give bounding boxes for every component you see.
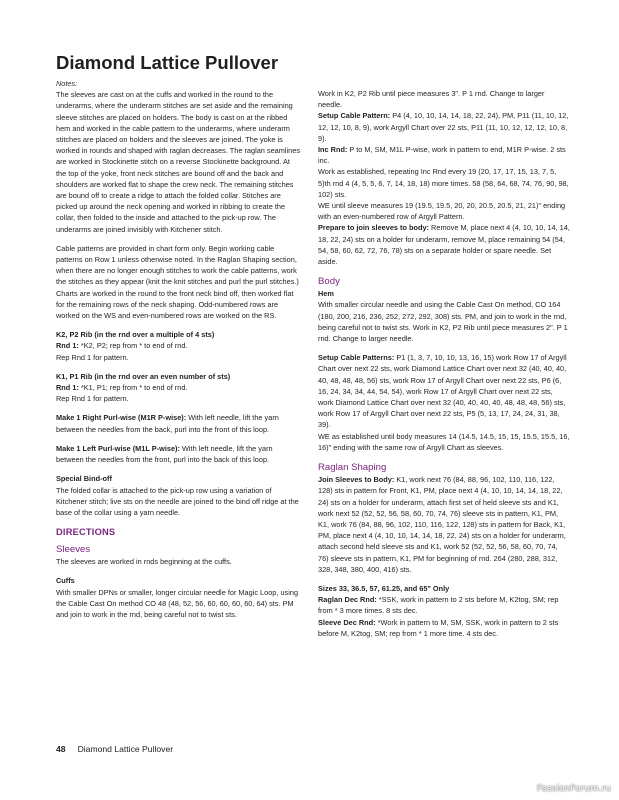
page-footer — [56, 744, 173, 754]
we-until: WE until sleeve measures 19 (19.5, 19.5, 20, 20, 20.5, 20.5, 21, 21)" ending with an even-numbered row of Argyll Pattern. — [318, 201, 566, 222]
k2p2-rep: Rep Rnd 1 for pattern. — [56, 352, 129, 362]
m1l-definition: Make 1 Left Purl-wise (M1L P-wise): With left needle, lift the yarn between the needles from the front, purl into the back of this loop. — [56, 443, 273, 465]
page-number: 48 — [56, 744, 66, 754]
bindoff-text: The folded collar is attached to the pick-up row using a variation of Kitchener stitch; live sts on the needle are joined to the bind off ridge at the base of the collar using a yarn needle. — [56, 485, 299, 517]
page-title: Diamond Lattice Pullover — [56, 52, 279, 73]
hem-heading: Hem — [318, 289, 334, 299]
sizes-heading: Sizes 33, 36.5, 57, 61.25, and 65" Only — [318, 583, 450, 593]
k1p1-rnd1: Rnd 1: *K1, P1; rep from * to end of rnd. — [56, 383, 188, 393]
k1p1-heading: K1, P1 Rib (in the rnd over an even number of sts) — [56, 371, 231, 381]
work-established: Work as established, repeating Inc Rnd every 19 (20, 17, 17, 15, 13, 7, 5, 5)th rnd 4 (4, 5, 5, 6, 7, 14, 18, 18) more times. 58 (58, 64, 68, 74, 76, 90, 98, 102) sts. — [318, 167, 569, 199]
notes-paragraph-1: The sleeves are cast on at the cuffs and worked in the round to the underarms, where the underarm stitches are set aside and the remaining sleeve stitches are placed on holders. The body is cast on at the ribbed hem and worked in the cable pattern to the underarms, where underarm stitches are placed on holders and the sleeves are joined. The yoke is worked in rounds and shaped with raglan decreases. The raglan seamlines are worked in Stockinette stitch on a reverse Stockinette background. At the top of the yoke, front neck stitches are bound off and the back and shoulders are worked flat to shape the crew neck. The remaining stitches are bound off to create a ridge to attach the folded collar. Stitches are picked up around the neck opening and worked in ribbing to create the collar, then folded to the inside and attached to the pick-up row. The underarms are joined invisibly with Kitchener stitch. — [56, 90, 300, 234]
setup-cable-patterns: Setup Cable Patterns: P1 (1, 3, 7, 10, 10, 13, 16, 15) work Row 17 of Argyll Chart over next 22 sts, work Diamond Lattice Chart over next 32 (40, 40, 40, 40, 48, 48, 48, 56) sts, work Row 17 of Argyll Chart over next 22 sts, P6 (6, 16, 24, 34, 34, 44, 54, 54), work Row 17 of Argyll Chart over next 22 sts, work Diamond Lattice Chart over next 32 (40, 40, 40, 40, 48, 48, 48, 56) sts, work Row 17 of Argyll Chart over next 22 sts, P5 (5, 13, 17, 24, 24, 31, 38, 39). — [318, 353, 567, 430]
inc-rnd: Inc Rnd: P to M, SM, M1L P-wise, work in pattern to end, M1R P-wise. 2 sts inc. — [318, 145, 566, 166]
rib-instruction: Work in K2, P2 Rib until piece measures 3". P 1 rnd. Change to larger needle. — [318, 89, 545, 110]
we-body: WE as established until body measures 14 (14.5, 14.5, 15, 15, 15.5, 15.5, 16, 16)" ending with the same row of Argyll Chart as sleeves. — [318, 431, 570, 452]
sleeves-intro: The sleeves are worked in rnds beginning at the cuffs. — [56, 557, 232, 567]
k2p2-rnd1: Rnd 1: *K2, P2; rep from * to end of rnd. — [56, 341, 188, 351]
hem-text: With smaller circular needle and using the Cable Cast On method, CO 164 (180, 200, 216, 236, 252, 272, 292, 308) sts. PM, and join to work in the rnd, being careful not to twist sts. Work in K2, P2 Rib until piece measures 2". P 1 rnd. Change to larger needle. — [318, 300, 568, 344]
prepare-join: Prepare to join sleeves to body: Remove M, place next 4 (4, 10, 10, 14, 14, 18, 22, 24) sts on a holder for underarm, remove M, place remaining 54 (54, 54, 58, 60, 62, 72, 76, 78) sts on a separate holder or spare needle. Set aside. — [318, 223, 570, 267]
k1p1-rep: Rep Rnd 1 for pattern. — [56, 394, 129, 404]
sleeve-dec-rnd: Sleeve Dec Rnd: *Work in pattern to M, SM, SSK, work in pattern to 2 sts before M, K2tog, SM; rep from * 1 more time. 4 sts dec. — [318, 617, 559, 638]
watermark: PassionForum.ru — [536, 784, 611, 794]
notes-label: Notes: — [56, 79, 78, 88]
notes-paragraph-2: Cable patterns are provided in chart form only. Begin working cable patterns on Row 1 unless otherwise noted. In the Raglan Shaping section, when there are no longer enough stitches to work the cable patterns, work the stitches as they appear (knit the knit stitches and purl the purl stitches.) Charts are worked in the round to the front neck bind off, then worked flat for the remaining rows of the neck shaping. Odd-numbered rows are worked on the WS and even-numbered rows are worked on the RS. — [56, 243, 299, 321]
m1r-definition: Make 1 Right Purl-wise (M1R P-wise): With left needle, lift the yarn between the needles from the back, purl into the front of this loop. — [56, 413, 279, 434]
bindoff-heading: Special Bind-off — [56, 474, 112, 484]
raglan-heading: Raglan Shaping — [318, 462, 387, 474]
join-sleeves: Join Sleeves to Body: K1, work next 76 (84, 88, 96, 102, 110, 116, 122, 128) sts in pattern for Front, K1, PM, place next 4 (4, 10, 10, 14, 14, 18, 22, 24) sts on a holder for underarm, attach first set of held sleeve sts and K1, work next 52 (52, 52, 56, 58, 60, 70, 74, 76) sleeve sts in pattern, K1, PM, K1, work 76 (84, 88, 96, 102, 110, 116, 122, 128) sts in pattern for Back, K1, PM, place next 4 (4, 10, 10, 14, 14, 18, 22, 24) sts on a holder for underarm, attach second held sleeve sts and K1, work 52 (52, 52, 56, 58, 60, 70, 74, 76) sleeve sts in pattern, K1, PM for beginning of rnd. 264 (280, 288, 312, 328, 348, 380, 400, 416) sts. — [318, 475, 566, 574]
left-column — [56, 78, 300, 620]
directions-heading: DIRECTIONS — [56, 527, 116, 538]
cuffs-text: With smaller DPNs or smaller, longer circular needle for Magic Loop, using the Cable Cast On method CO 48 (48, 52, 56, 60, 60, 60, 60, 64) sts. PM and join to work in the rnd, being careful not to twist sts. — [56, 587, 299, 619]
setup-cable-pattern: Setup Cable Pattern: P4 (4, 10, 10, 14, 14, 18, 22, 24), PM, P11 (11, 10, 12, 12, 12, 10, 8, 9), work Argyll Chart over 22 sts, P11 (11, 10, 12, 12, 12, 10, 8, 9). — [318, 111, 569, 143]
body-heading: Body — [318, 276, 340, 288]
sleeves-heading: Sleeves — [56, 544, 91, 556]
right-column — [318, 88, 570, 639]
raglan-dec-rnd: Raglan Dec Rnd: *SSK, work in pattern to 2 sts before M, K2tog, SM; rep from * 3 more times. 8 sts dec. — [318, 595, 559, 616]
k2p2-heading: K2, P2 Rib (in the rnd over a multiple of 4 sts) — [56, 330, 215, 340]
footer-title: Diamond Lattice Pullover — [77, 744, 174, 754]
cuffs-heading: Cuffs — [56, 576, 75, 586]
